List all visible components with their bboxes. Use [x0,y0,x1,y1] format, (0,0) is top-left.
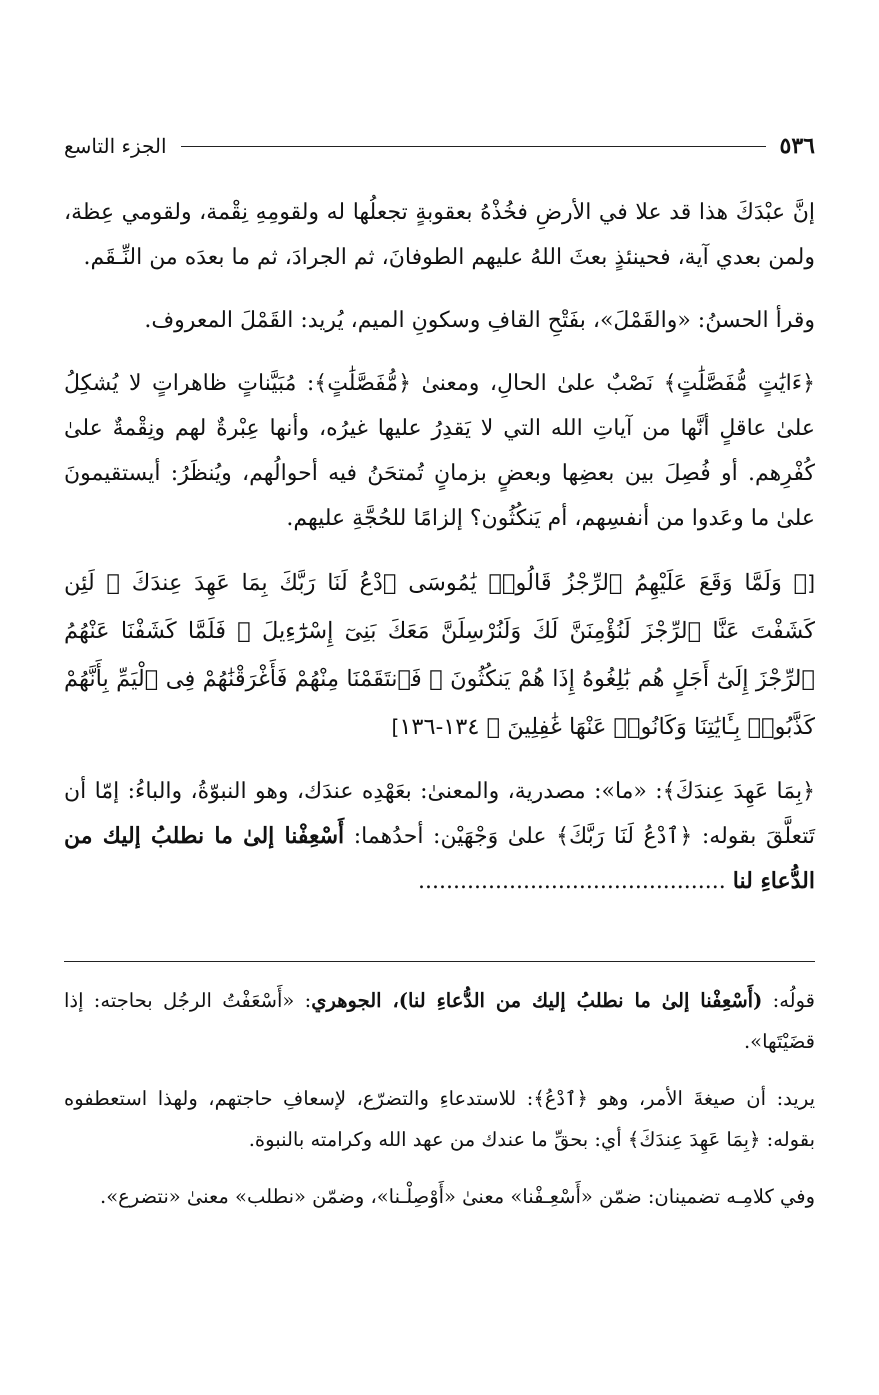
part-title: الجزء التاسع [64,134,167,158]
footnote-2-text-a: يريد: أن صيغةَ الأمر، وهو [587,1087,816,1110]
footnote-2-text-c: أي: بحقِّ ما عندك من عهد الله وكرامته بالنبوة. [248,1128,628,1151]
quran-passage [64,559,815,751]
paragraph-2: وقرأ الحسنُ: «والقَمْلَ»، بفَتْحِ القافِ وسكونِ الميم، يُريد: القَمْلَ المعروف. [144,308,815,333]
page-number: ٥٣٦ [779,133,815,159]
footnote-2-text-b: : للاستدعاءِ والتضرّع، لإسعافِ حاجتهم، ولهذا استعطفوه بقوله: [64,1087,815,1151]
verse-quote: ﴿ٱدْعُ لَنَا رَبَّكَ﴾ [556,824,693,849]
footnote-1-bold: (أَسْعِفْنا إلىٰ ما نطلبُ إليك من الدُّعاءِ لنا)، الجوهري [311,989,763,1012]
footnote-1-lead: قولُه: [762,989,815,1012]
verse-quote: ﴿بِمَا عَهِدَ عِندَكَ﴾ [662,779,815,804]
footnote-1-rest: : «أَسْعَفْتُ الرجُل بحاجته: إذا قضَيْتَها». [64,989,815,1053]
paragraph-1: إنَّ عبْدَكَ هذا قد علا في الأرضِ فخُذْهُ بعقوبةٍ تجعلُها له ولقومِهِ نِقْمة، ولقومي عِظة، ولمن بعدي آية، فحينئذٍ بعثَ اللهُ عليهم الطوفانَ، ثم الجرادَ، ثم ما بعدَه من النِّـقَم. [64,200,815,270]
footnote-3: وفي كلامِـه تضمينان: ضمّن «أَسْعِـفْنا» معنىٰ «أَوْصِلْـنا»، وضمّن «نطلب» معنىٰ «نتضرع». [100,1185,815,1208]
paragraph-5-text-a: : «ما»: مصدرية، والمعنىٰ: بعَهْدِه عندَك، وهو النبوّةُ، والباءُ: إمّا أن تَتعلَّقَ بقوله: [64,779,815,849]
running-head [64,126,815,166]
main-text [64,190,815,922]
paragraph-5-text-b: علىٰ وَجْهَيْن: أحدُهما: [344,824,557,849]
verse-reference: ١٣٤-١٣٦ [399,714,487,740]
footnote-1 [64,980,815,1062]
book-page [64,0,815,1395]
footnotes [64,980,815,1233]
continuation-dots: ............................................ [418,869,733,894]
verse-quote: ﴿ٱدْعُ﴾ [533,1087,588,1110]
header-rule [181,146,766,147]
passage-close-bracket: ] [391,715,400,739]
quran-verses: ﴿ وَلَمَّا وَقَعَ عَلَيْهِمُ ٱلرِّجْزُ قَالُوا۟ يَٰمُوسَى ٱدْعُ لَنَا رَبَّكَ بِمَا عَهِدَ عِندَكَ ۖ لَئِن كَشَفْتَ عَنَّا ٱلرِّجْزَ لَنُؤْمِنَنَّ لَكَ وَلَنُرْسِلَنَّ مَعَكَ بَنِىٓ إِسْرَٰٓءِيلَ ۞ فَلَمَّا كَشَفْنَا عَنْهُمُ ٱلرِّجْزَ إِلَىٰٓ أَجَلٍ هُم بَٰلِغُوهُ إِذَا هُمْ يَنكُثُونَ ۞ فَٱنتَقَمْنَا مِنْهُمْ فَأَغْرَقْنَٰهُمْ فِى ٱلْيَمِّ بِأَنَّهُمْ كَذَّبُوا۟ بِـَٔايَٰتِنَا وَكَانُوا۟ عَنْهَا غَٰفِلِينَ ﴾ [64,570,815,740]
verse-quote: ﴿بِمَا عَهِدَ عِندَكَ﴾ [627,1128,761,1151]
paragraph-3-text-b: : مُبَيَّناتٍ ظاهراتٍ لا يُشكِلُ علىٰ عاقلٍ أنَّها من آياتِ الله التي لا يَقدِرُ عليها غيرُه، وأنها عِبْرةٌ لهم ونِقْمةٌ علىٰ كُفْرِهم. أو فُصِلَ بين بعضِها وبعضٍ بزمانٍ تُمتحَنُ فيه أحوالُهم، ويُنظَرُ: أيستقيمونَ علىٰ ما وعَدوا من أنفسِهم، أم يَنكُثُون؟ إلزامًا للحُجَّةِ عليهم. [64,371,816,531]
verse-quote: ﴿مُّفَصَّلَٰتٍ﴾ [314,371,411,396]
paragraph-3 [64,361,815,541]
verse-quote: ﴿ءَايَٰتٍ مُّفَصَّلَٰتٍ﴾ [663,371,815,396]
passage-open-bracket: [ [807,571,815,595]
bold-phrase: أَسْعِفْنا إلىٰ ما نطلبُ إليك من الدُّعاءِ لنا [64,823,815,894]
paragraph-3-text-a: نَصْبٌ علىٰ الحالِ، ومعنىٰ [410,371,664,396]
paragraph-5 [64,769,815,904]
footnote-divider [64,961,815,962]
footnote-2 [64,1078,815,1160]
